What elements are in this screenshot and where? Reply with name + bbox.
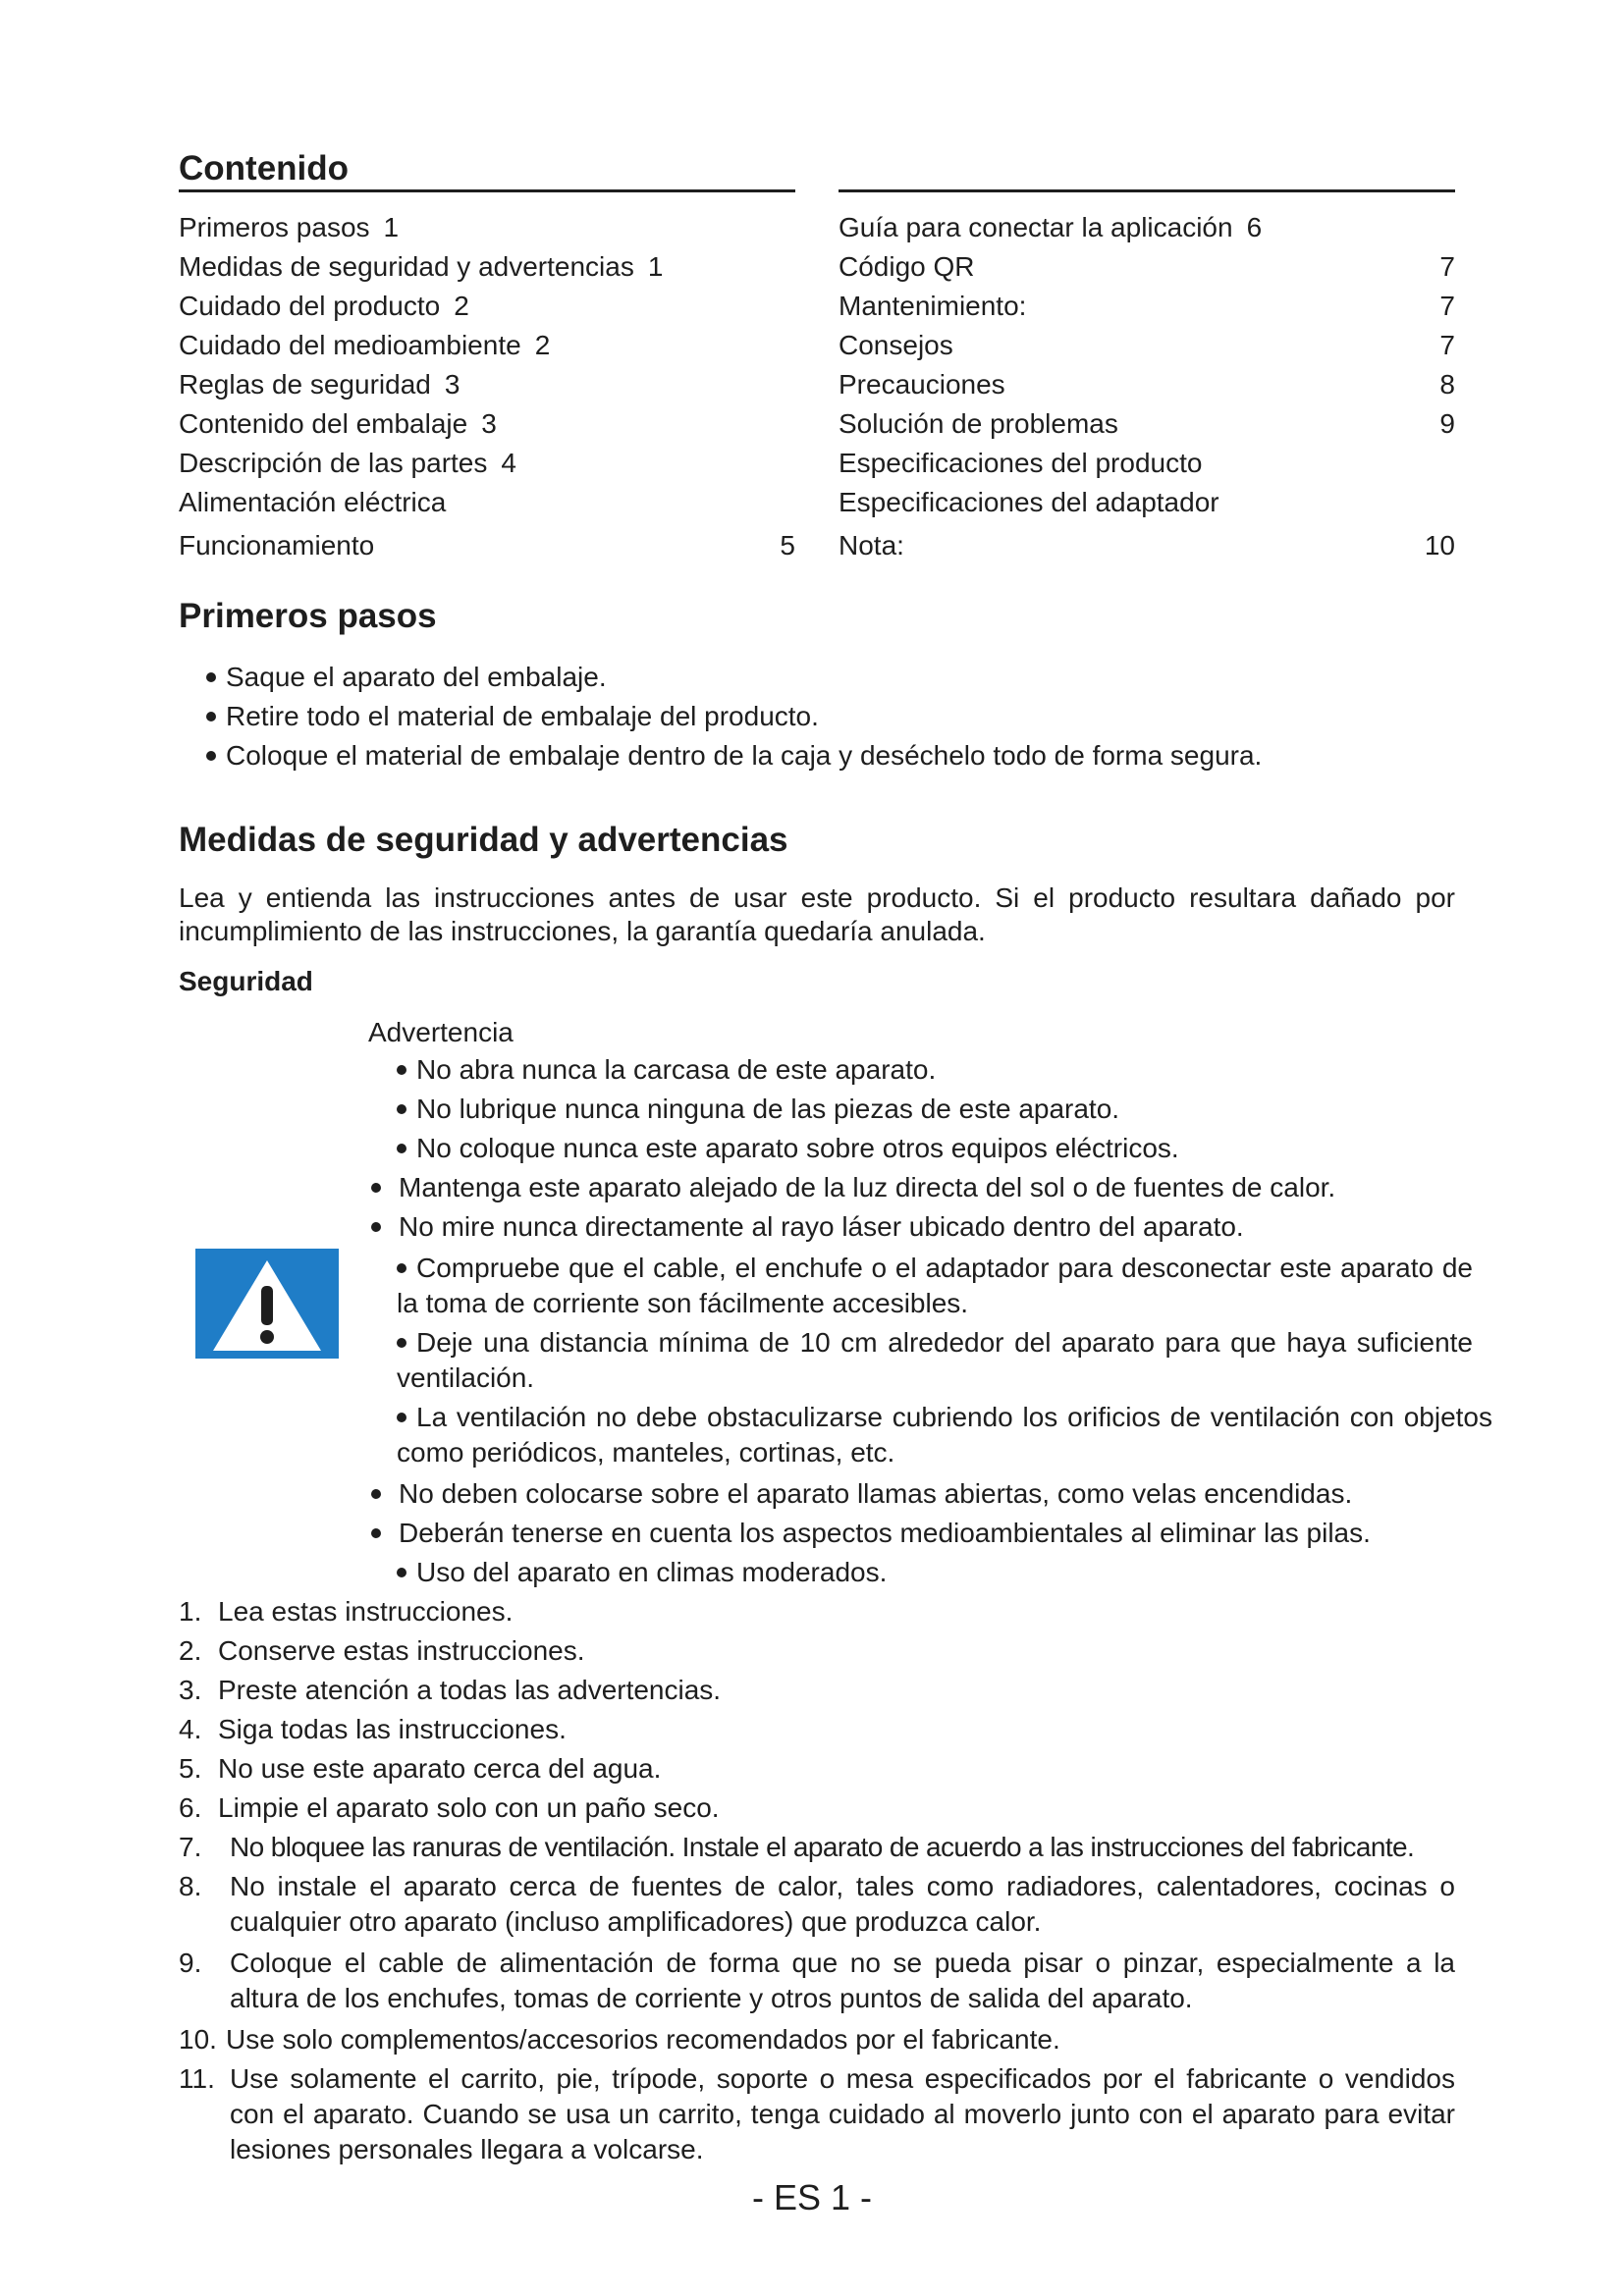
- bullet-icon: [397, 1338, 406, 1348]
- warning-item: Mantenga este aparato alejado de la luz directa del sol o de fuentes de calor.: [371, 1170, 1335, 1205]
- bullet-icon: [397, 1144, 406, 1153]
- warning-item: Uso del aparato en climas moderados.: [397, 1555, 887, 1590]
- warning-item: Compruebe que el cable, el enchufe o el adaptador para desconectar este aparato de la toma de corriente son fácilmente accesibles.: [397, 1253, 1473, 1318]
- toc-title: Contenido: [179, 149, 350, 187]
- bullet-icon: [397, 1104, 406, 1114]
- toc-entry: Especificaciones del producto: [839, 448, 1203, 478]
- bullet-icon: [397, 1568, 406, 1577]
- toc-entry: Solución de problemas 9: [839, 408, 1455, 439]
- toc-entry: Guía para conectar la aplicación 6: [839, 212, 1263, 242]
- warning-triangle-icon: [195, 1249, 339, 1359]
- bullet-icon: [371, 1183, 381, 1193]
- warning-item: La ventilación no debe obstaculizarse cubriendo los orificios de ventilación con objetos como periódicos, manteles, cortinas, etc.: [397, 1402, 1492, 1468]
- bullet-icon: [397, 1263, 406, 1273]
- bullet-icon: [397, 1413, 406, 1422]
- toc-entry: Consejos 7: [839, 330, 1455, 360]
- warning-item: No deben colocarse sobre el aparato llamas abiertas, como velas encendidas.: [371, 1476, 1352, 1512]
- advertencia-label: Advertencia: [368, 1017, 514, 1047]
- warning-item: Deje una distancia mínima de 10 cm alrededor del aparato para que haya suficiente ventilación.: [397, 1327, 1473, 1393]
- bullet-icon: [371, 1489, 381, 1499]
- list-item: Saque el aparato del embalaje.: [206, 658, 1262, 697]
- bullet-icon: [397, 1065, 406, 1075]
- warning-item: No mire nunca directamente al rayo láser ubicado dentro del aparato.: [371, 1209, 1244, 1245]
- toc-entry: Descripción de las partes 4: [179, 448, 516, 478]
- manual-page: Contenido Primeros pasos 1 Medidas de seguridad y advertencias 1 Cuidado del producto 2 Cuidado del medioambiente 2 Reglas de seguridad 3 Contenido del embalaje 3 Descripción de las partes 4 Alimentación eléctrica Funcionamiento 5 Guía para conectar la aplicación 6 Código QR 7 Mantenimiento: 7 Consejos 7 Precauciones 8 Solución de problemas 9 Especificaciones del producto Especificaciones del adaptador Nota: 10 Primeros pasos Saque el aparato del embalaje. Retire todo el material de embalaje del producto. Coloque el material de embalaje dentro de la caja y deséchelo todo de forma segura. Medidas de seguridad y advertencias Lea y entienda las instrucciones antes de usar este producto. Si el producto resultara dañado por incumplimiento de las instrucciones, la garantía quedaría anulada. Seguridad Advertencia No abra nunca la carcasa de este aparato. No lubrique nunca ninguna de las piezas de este aparato. No coloque nunca este aparato sobre otros equipos eléctricos. Mantenga este aparato alejado de la luz directa del sol o de fuentes de calor. No mire nunca directamente al rayo láser ubicado dentro del aparato. Compruebe que el cable, el enchufe o el adaptador para desconectar este aparato de la toma de corriente son fácilmente accesibles. Deje una distancia mínima de 10 cm alrededor del aparato para que haya suficiente ventilación. La ventilación no debe obstaculizarse cubriendo los orificios de ventilación con objetos como periódicos, manteles, cortinas, etc. No deben colocarse sobre el aparato llamas abiertas, como velas encendidas. Deberán tenerse en cuenta los aspectos medioambientales al eliminar las pilas. Uso del aparato en climas moderados. 1. Lea estas instrucciones. 2. Conserve estas instrucciones. 3. Preste atención a todas las advertencias. 4. Siga todas las instrucciones. 5. No use este aparato cerca del agua. 6. Limpie el aparato solo con un paño seco. 7. No bloquee las ranuras de ventilación. Instale el aparato de acuerdo a las instrucciones del fabricante. 8. No instale el aparato cerca de fuentes de calor, tales como radiadores, calentadores, cocinas o cualquier otro aparato (incluso amplificadores) que produzca calor. 9. Coloque el cable de alimentación de forma que no se pueda pisar o pinzar, especialmente a la altura de los enchufes, tomas de corriente y otros puntos de salida del aparato. 10. Use solo complementos/accesorios recomendados por el fabricante. 11. Use solamente el carrito, pie, trípode, soporte o mesa especificados por el fabricante o vendidos con el aparato. Cuando se usa un carrito, tenga cuidado al moverlo junto con el aparato para evitar lesiones personales llegara a volcarse. - ES 1 -: [0, 0, 1624, 2296]
- bullet-icon: [206, 712, 216, 721]
- medidas-intro: Lea y entienda las instrucciones antes de usar este producto. Si el producto resultara dañado por incumplimiento de las instrucciones, la garantía quedaría anulada.: [179, 882, 1455, 946]
- toc-rule-left: [179, 189, 795, 192]
- page-number: - ES 1 -: [751, 2177, 873, 2217]
- toc-entry: Medidas de seguridad y advertencias 1: [179, 251, 664, 282]
- toc-column-right: [839, 208, 1455, 565]
- toc-rule-right: [839, 189, 1455, 192]
- bullet-icon: [206, 751, 216, 761]
- toc-entry: Funcionamiento 5: [179, 530, 795, 561]
- primeros-pasos-list: [206, 658, 1262, 775]
- seguridad-heading: Seguridad: [179, 966, 313, 996]
- toc-entry: Alimentación eléctrica: [179, 487, 447, 517]
- warning-item: No coloque nunca este aparato sobre otros equipos eléctricos.: [397, 1131, 1179, 1166]
- toc-entry: Nota: 10: [839, 530, 1455, 561]
- toc-entry: Reglas de seguridad 3: [179, 369, 460, 400]
- warning-item: No lubrique nunca ninguna de las piezas de este aparato.: [397, 1092, 1119, 1127]
- bullet-icon: [206, 672, 216, 682]
- list-item: Coloque el material de embalaje dentro de la caja y deséchelo todo de forma segura.: [206, 736, 1262, 775]
- list-item: Retire todo el material de embalaje del producto.: [206, 697, 1262, 736]
- toc-entry: Contenido del embalaje 3: [179, 408, 497, 439]
- toc-entry: Código QR 7: [839, 251, 1455, 282]
- bullet-icon: [371, 1528, 381, 1538]
- medidas-heading: Medidas de seguridad y advertencias: [179, 821, 788, 859]
- toc-entry: Precauciones 8: [839, 369, 1455, 400]
- toc-entry: Primeros pasos 1: [179, 212, 400, 242]
- primeros-pasos-heading: Primeros pasos: [179, 597, 437, 635]
- toc-entry: Especificaciones del adaptador: [839, 487, 1219, 517]
- toc-entry: Cuidado del medioambiente 2: [179, 330, 551, 360]
- toc-column-left: [179, 208, 795, 565]
- toc-entry: Cuidado del producto 2: [179, 291, 469, 321]
- warning-item: Deberán tenerse en cuenta los aspectos medioambientales al eliminar las pilas.: [371, 1516, 1371, 1551]
- warning-item: No abra nunca la carcasa de este aparato.: [397, 1052, 936, 1088]
- bullet-icon: [371, 1222, 381, 1232]
- toc-entry: Mantenimiento: 7: [839, 291, 1455, 321]
